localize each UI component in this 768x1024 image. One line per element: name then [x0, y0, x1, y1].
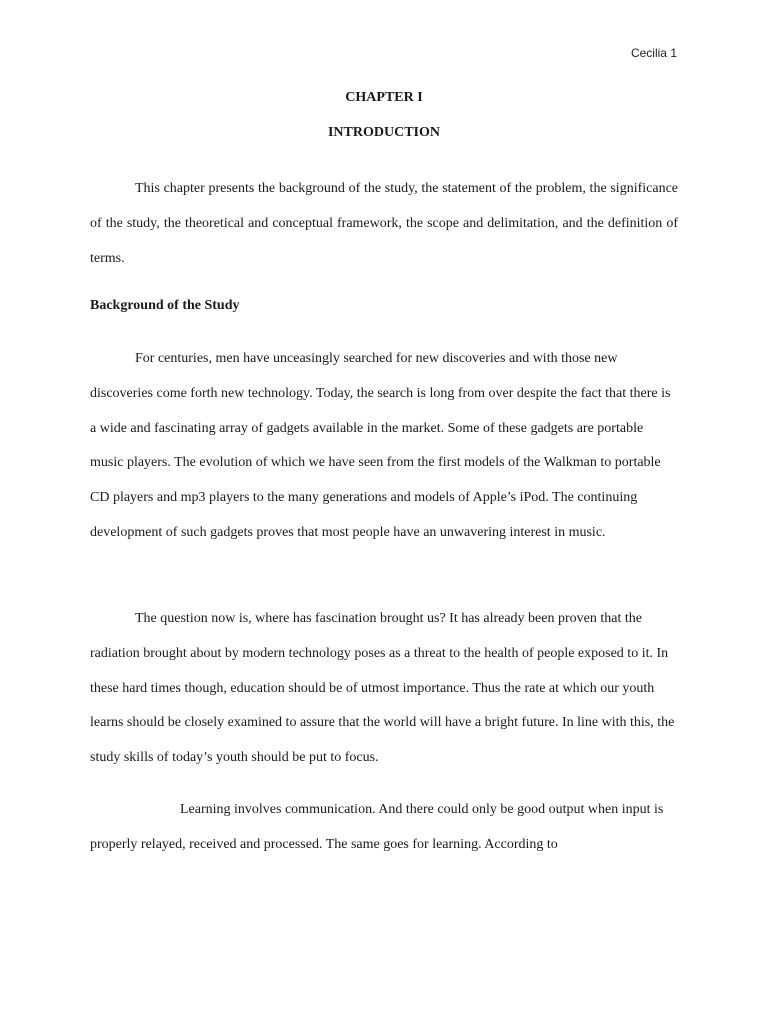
background-paragraph-3: Learning involves communication. And there could only be good output when input is properly relayed, received and processed. The same goes for learning. According to: [90, 802, 664, 852]
section-heading-background: Background of the Study: [90, 298, 240, 313]
running-head: Cecilia 1: [630, 46, 677, 60]
chapter-label: CHAPTER I: [345, 90, 423, 105]
background-paragraph-2: The question now is, where has fascination brought us? It has already been proven that the radiation brought about by modern technology poses as a threat to the health of people exposed to it. In these hard times though, education should be of utmost importance. Thus the rate at which our youth learns should be closely examined to assure that the world will have a bright future. In line with this, the study skills of today’s youth should be put to focus.: [90, 611, 675, 766]
intro-paragraph: This chapter presents the background of the study, the statement of the problem, the significance of the study, the theoretical and conceptual framework, the scope and delimitation, and the definition of terms.: [90, 181, 678, 266]
chapter-title: INTRODUCTION: [327, 125, 440, 140]
background-paragraph-1: For centuries, men have unceasingly searched for new discoveries and with those new discoveries come forth new technology. Today, the search is long from over despite the fact that there is a wide and fascinating array of gadgets available in the market. Some of these gadgets are portable music players. The evolution of which we have seen from the first models of the Walkman to portable CD players and mp3 players to the many generations and models of Apple’s iPod. The continuing development of such gadgets proves that most people have an unwavering interest in music.: [90, 351, 671, 540]
